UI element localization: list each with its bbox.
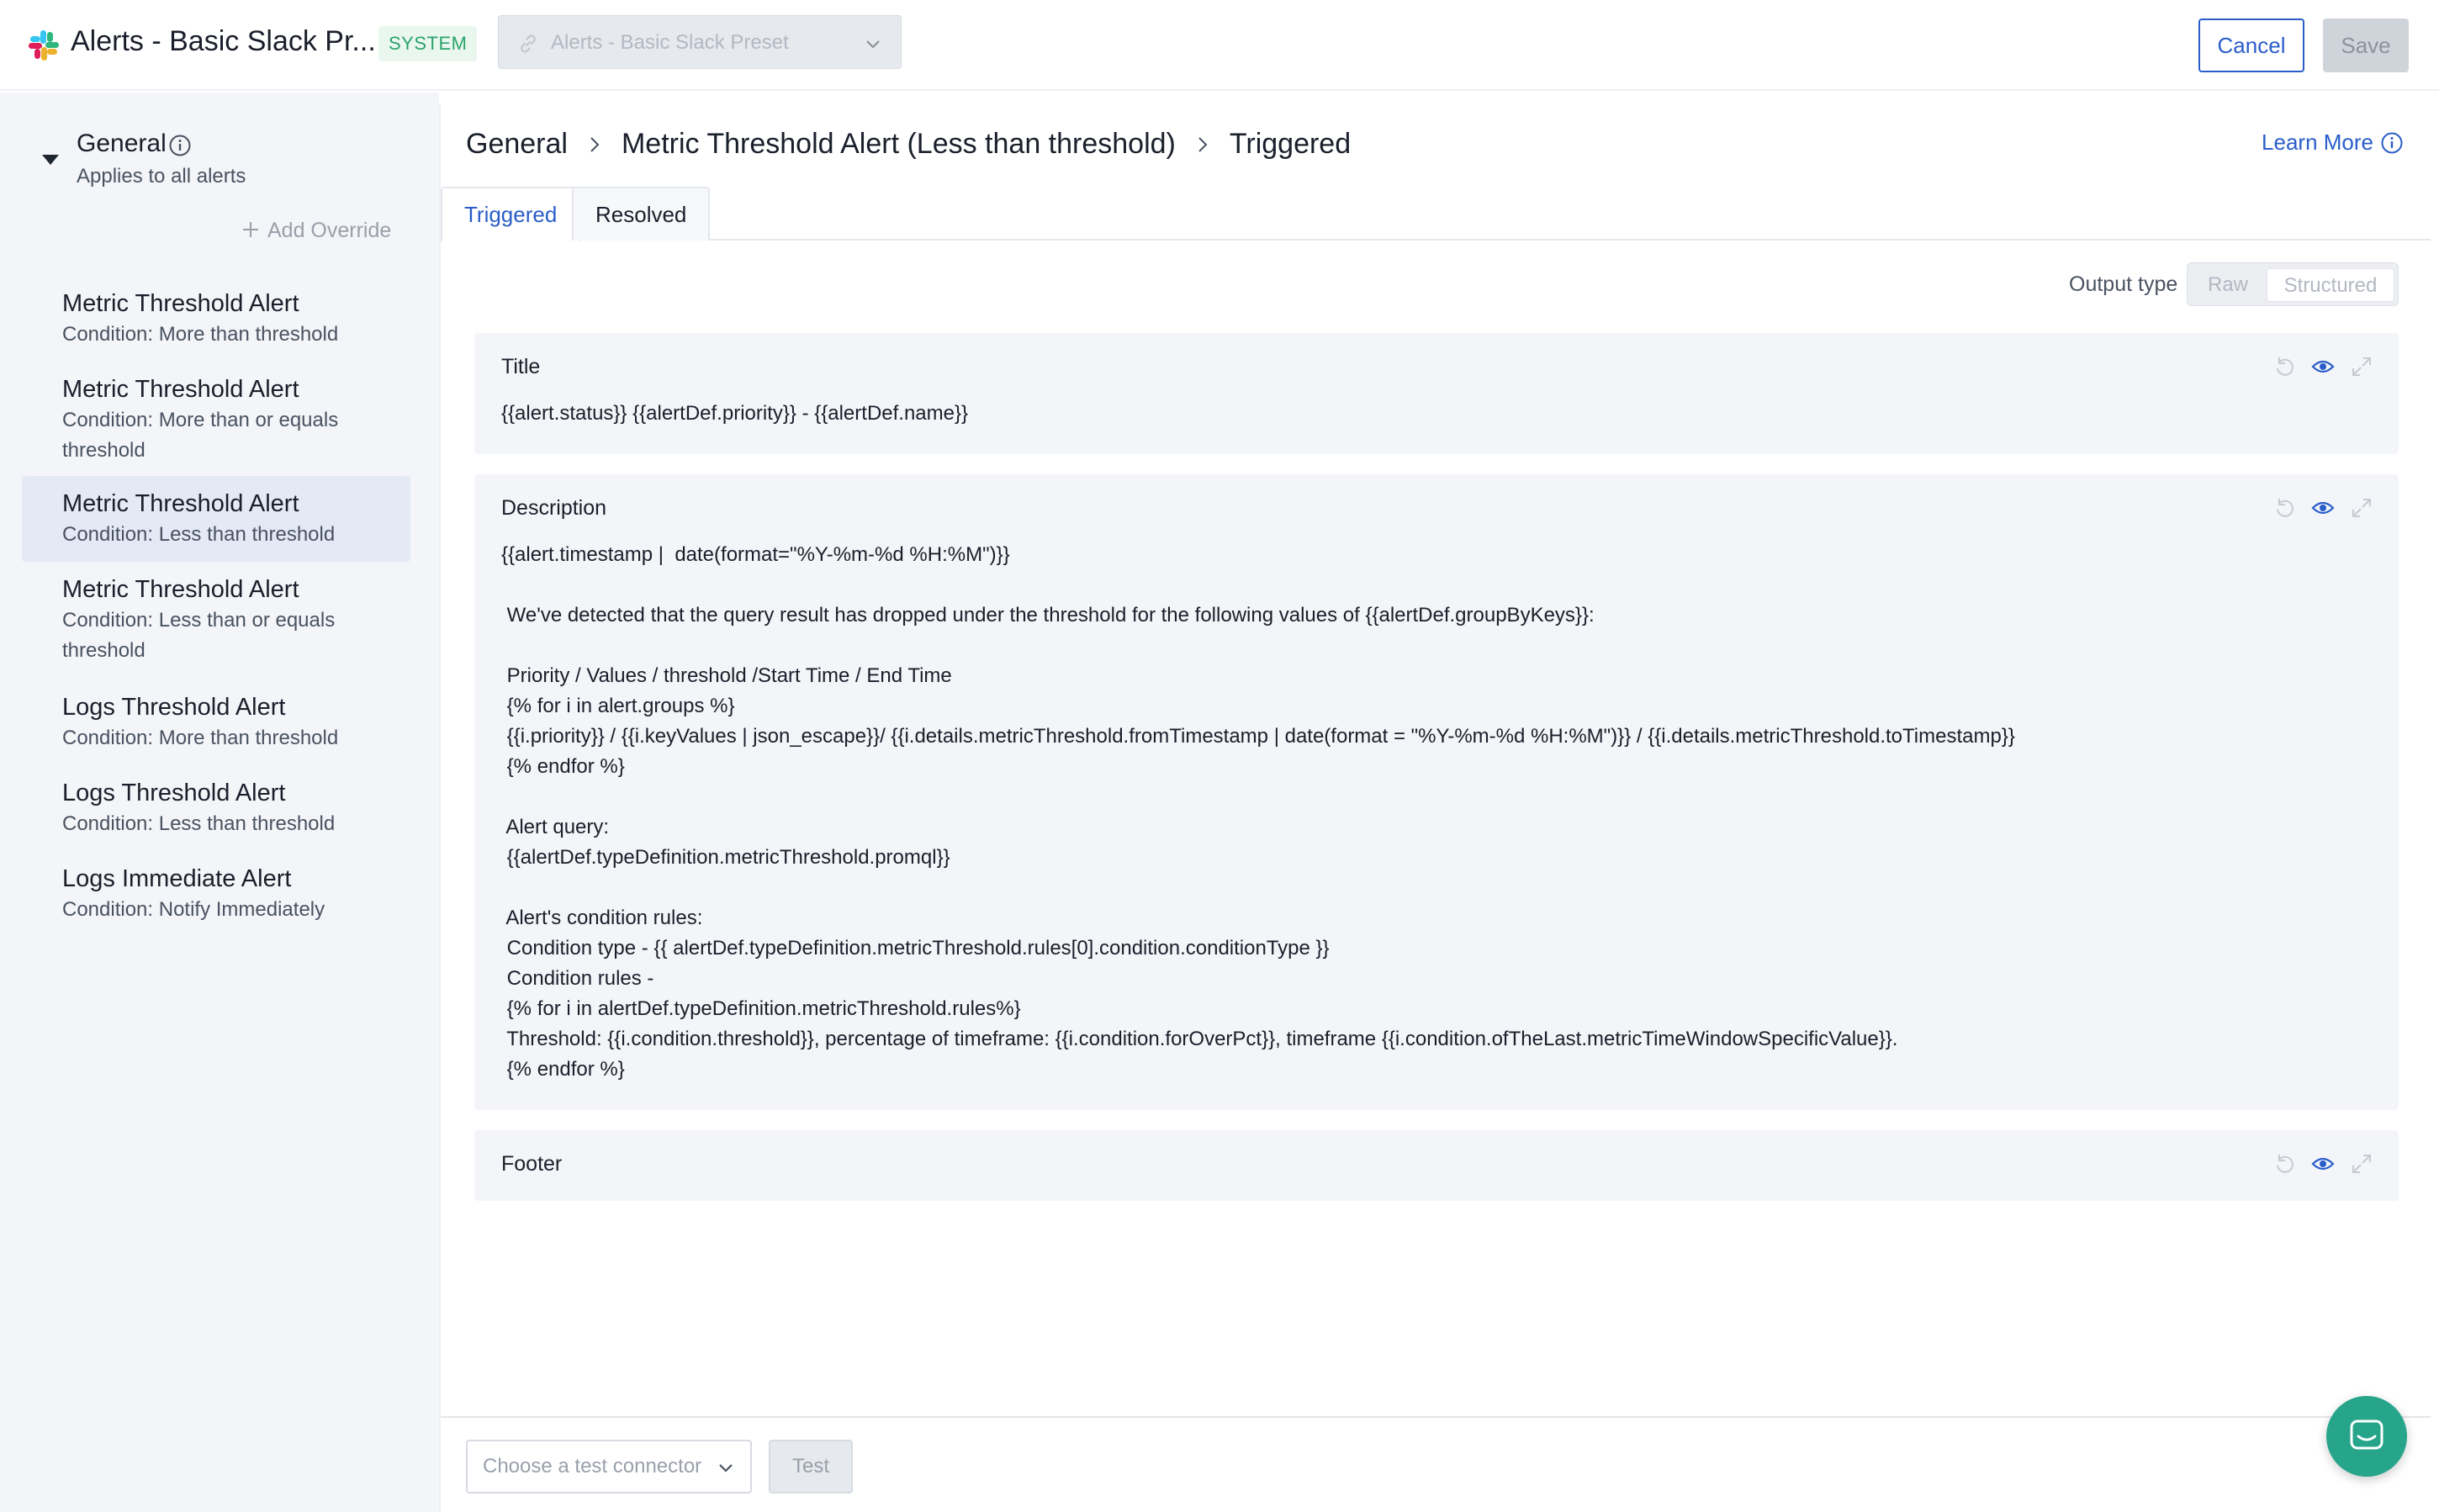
panel-actions xyxy=(2272,355,2373,378)
sidebar-item-title: Metric Threshold Alert xyxy=(62,290,299,317)
chevron-down-icon xyxy=(717,1458,735,1477)
chat-icon xyxy=(2348,1418,2385,1455)
expand-icon[interactable] xyxy=(2350,355,2373,378)
learn-more-label: Learn More xyxy=(2262,130,2373,155)
sidebar-item-title: Metric Threshold Alert xyxy=(62,490,299,517)
top-header xyxy=(0,0,2439,91)
tab-bar xyxy=(441,187,2431,241)
collapse-caret-icon[interactable] xyxy=(42,155,59,165)
chat-support-button[interactable] xyxy=(2326,1396,2407,1477)
sidebar-item-condition: Condition: Notify Immediately xyxy=(62,898,325,921)
sidebar-item-metric-more[interactable] xyxy=(22,276,410,350)
cancel-button[interactable]: Cancel xyxy=(2198,19,2304,72)
undo-icon[interactable] xyxy=(2272,355,2296,378)
chevron-down-icon xyxy=(864,34,882,53)
chevron-right-icon xyxy=(1194,136,1211,153)
sidebar-item-title: Logs Threshold Alert xyxy=(62,694,286,721)
output-type-label: Output type xyxy=(2069,272,2178,296)
test-button[interactable]: Test xyxy=(769,1440,853,1493)
sidebar-item-title: Metric Threshold Alert xyxy=(62,576,299,603)
panel-title: Description xyxy=(501,496,607,520)
panel-actions xyxy=(2272,1152,2373,1176)
info-icon[interactable] xyxy=(168,134,192,157)
save-button[interactable]: Save xyxy=(2323,19,2409,72)
sidebar-item-condition: Condition: Less than or equals threshold xyxy=(62,609,336,662)
preset-select-value: Alerts - Basic Slack Preset xyxy=(551,31,789,54)
title-panel xyxy=(474,333,2399,454)
footer-panel xyxy=(474,1130,2399,1201)
breadcrumb-item-alert[interactable]: Metric Threshold Alert (Less than threshold) xyxy=(621,128,1176,160)
learn-more-link[interactable] xyxy=(2262,130,2404,156)
sidebar-item-title: Logs Threshold Alert xyxy=(62,780,286,806)
test-connector-select[interactable] xyxy=(466,1440,752,1493)
sidebar-item-condition: Condition: Less than threshold xyxy=(62,523,336,546)
description-panel xyxy=(474,474,2399,1110)
test-connector-placeholder: Choose a test connector xyxy=(483,1455,702,1478)
panel-actions xyxy=(2272,496,2373,520)
eye-icon[interactable] xyxy=(2311,1152,2335,1176)
sidebar xyxy=(0,93,439,1512)
general-subtitle: Applies to all alerts xyxy=(77,165,246,188)
link-icon xyxy=(517,33,539,55)
info-icon xyxy=(2380,131,2404,155)
eye-icon[interactable] xyxy=(2311,496,2335,520)
plus-icon xyxy=(241,219,261,240)
sidebar-item-condition: Condition: More than threshold xyxy=(62,323,339,346)
breadcrumb-item-triggered: Triggered xyxy=(1229,128,1352,160)
main-content xyxy=(439,104,2429,1512)
preset-select xyxy=(498,15,902,69)
page-title: Alerts - Basic Slack Pr... xyxy=(71,25,376,57)
sidebar-item-condition: Condition: More than threshold xyxy=(62,727,339,749)
tab-triggered[interactable]: Triggered xyxy=(441,187,580,242)
title-template-input[interactable]: {{alert.status}} {{alertDef.priority}} - {{alertDef.name}} xyxy=(501,402,969,425)
expand-icon[interactable] xyxy=(2350,496,2373,520)
sidebar-item-logs-immediate[interactable] xyxy=(22,851,410,925)
undo-icon[interactable] xyxy=(2272,1152,2296,1176)
output-type-raw[interactable]: Raw xyxy=(2207,273,2248,296)
add-override-label: Add Override xyxy=(267,219,392,242)
panel-title: Footer xyxy=(501,1152,563,1176)
breadcrumb xyxy=(466,128,1351,161)
sidebar-item-condition: Condition: More than or equals threshold xyxy=(62,409,339,462)
test-bar xyxy=(441,1416,2431,1512)
sidebar-item-condition: Condition: Less than threshold xyxy=(62,812,336,835)
expand-icon[interactable] xyxy=(2350,1152,2373,1176)
sidebar-item-logs-more[interactable] xyxy=(22,679,410,753)
chevron-right-icon xyxy=(586,136,603,153)
sidebar-item-logs-less[interactable] xyxy=(22,765,410,839)
slack-logo-icon xyxy=(27,29,61,62)
general-title[interactable]: General xyxy=(77,130,167,157)
sidebar-item-metric-less[interactable] xyxy=(22,476,410,562)
sidebar-item-metric-less-equals[interactable] xyxy=(22,562,410,666)
undo-icon[interactable] xyxy=(2272,496,2296,520)
system-badge: SYSTEM xyxy=(378,26,477,61)
sidebar-item-title: Logs Immediate Alert xyxy=(62,865,292,892)
breadcrumb-item-general[interactable]: General xyxy=(466,128,568,160)
add-override-button[interactable] xyxy=(241,219,391,243)
sidebar-item-title: Metric Threshold Alert xyxy=(62,376,299,403)
output-type-structured[interactable]: Structured xyxy=(2267,268,2394,302)
description-template-input[interactable]: {{alert.timestamp | date(format="%Y-%m-%d %H:%M")}} We've detected that the query result has dropped under the threshold for the following values of {{alertDef.groupByKeys}}: Priority / Values / threshold /Start Time / End Time {% for i in alert.groups %} {{i.priority}} / {{i.keyValues | json_escape}}/ {{i.details.metricThreshold.fromTimestamp | date(format = "%Y-%m-%d %H:%M")}} / {{i.details.metricThreshold.toTimestamp}} {% endfor %} Alert query: {{alertDef.typeDefinition.metricThreshold.promql}} Alert's condition rules: Condition type - {{ alertDef.typeDefinition.metricThreshold.rules[0].condition.conditionType }} Condition rules - {% for i in alertDef.typeDefinition.metricThreshold.rules%} Threshold: {{i.condition.threshold}}, percentage of timeframe: {{i.condition.forOverPct}}, timeframe {{i.condition.ofTheLast.metricTimeWindowSpecificValue}}. {% endfor %} xyxy=(501,543,2015,1081)
sidebar-item-metric-more-equals[interactable] xyxy=(22,362,410,466)
output-type-toggle xyxy=(2187,262,2399,306)
eye-icon[interactable] xyxy=(2311,355,2335,378)
tab-resolved[interactable]: Resolved xyxy=(572,187,710,241)
panel-title: Title xyxy=(501,355,541,378)
